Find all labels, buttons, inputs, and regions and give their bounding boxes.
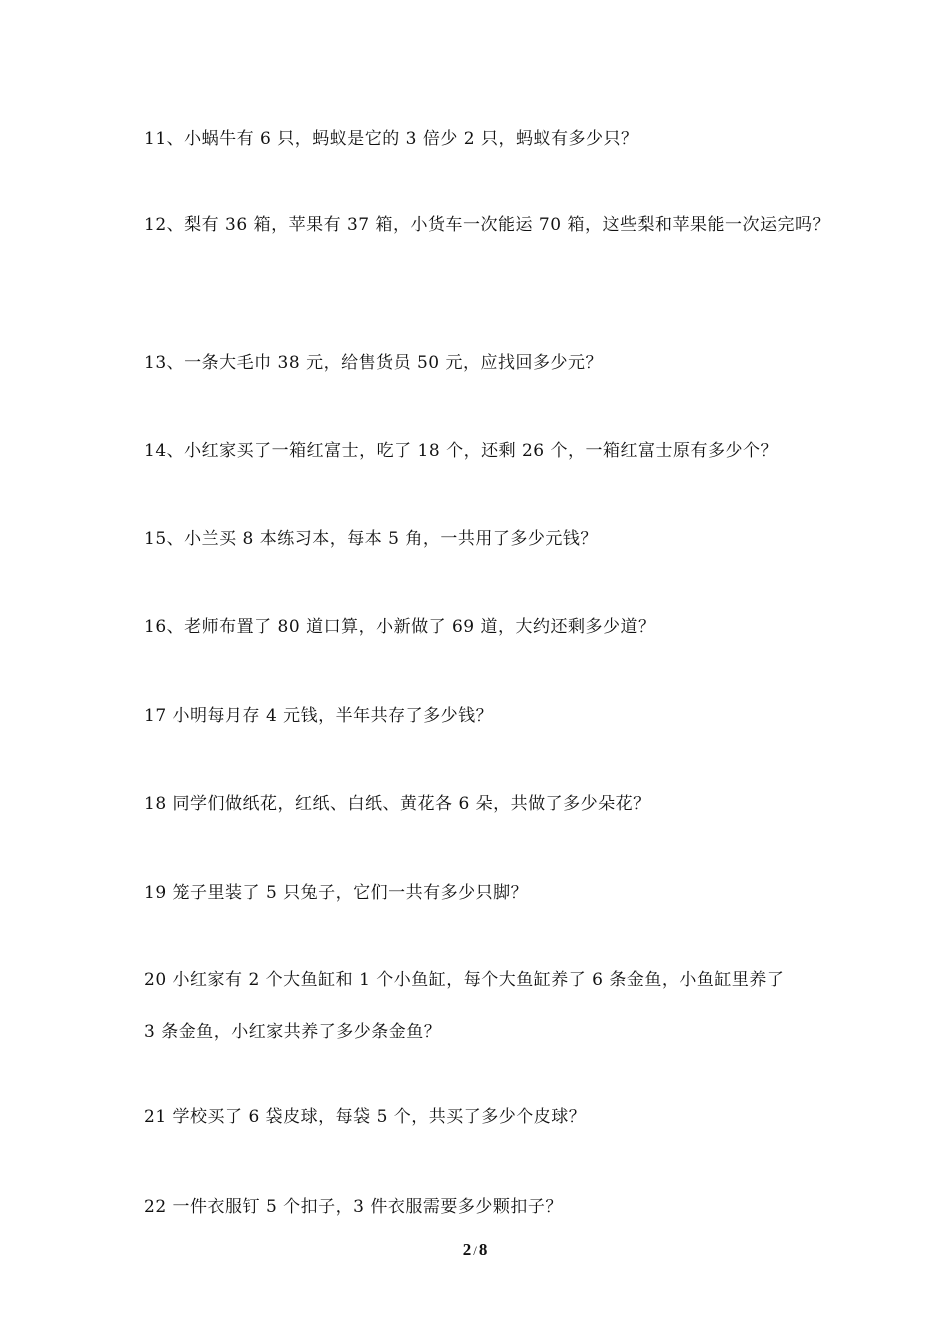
question-18: 18 同学们做纸花，红纸、白纸、黄花各 6 朵，共做了多少朵花？ <box>144 794 651 814</box>
question-20-line-1: 20 小红家有 2 个大鱼缸和 1 个小鱼缸，每个大鱼缸养了 6 条金鱼，小鱼缸里养了 <box>144 970 785 990</box>
question-22: 22 一件衣服钉 5 个扣子，3 件衣服需要多少颗扣子？ <box>144 1197 563 1217</box>
question-20-line-2: 3 条金鱼，小红家共养了多少条金鱼？ <box>144 1022 442 1042</box>
question-16: 16、老师布置了 80 道口算，小新做了 69 道，大约还剩多少道？ <box>144 617 656 637</box>
question-19: 19 笼子里装了 5 只兔子，它们一共有多少只脚？ <box>144 883 529 903</box>
question-15: 15、小兰买 8 本练习本，每本 5 角，一共用了多少元钱？ <box>144 529 598 549</box>
page-total: 8 <box>478 1240 488 1259</box>
page-current: 2 <box>462 1240 472 1259</box>
question-11: 11、小蜗牛有 6 只，蚂蚁是它的 3 倍少 2 只，蚂蚁有多少只？ <box>144 129 639 149</box>
question-21: 21 学校买了 6 袋皮球，每袋 5 个，共买了多少个皮球？ <box>144 1107 587 1127</box>
question-14: 14、小红家买了一箱红富士，吃了 18 个，还剩 26 个，一箱红富士原有多少个？ <box>144 441 779 461</box>
question-17: 17 小明每月存 4 元钱，半年共存了多少钱？ <box>144 706 494 726</box>
page-separator: / <box>473 1243 477 1258</box>
question-12: 12、梨有 36 箱，苹果有 37 箱，小货车一次能运 70 箱，这些梨和苹果能一次运完吗？ <box>144 215 830 235</box>
page-number <box>0 1240 950 1260</box>
question-13: 13、一条大毛巾 38 元，给售货员 50 元，应找回多少元？ <box>144 353 604 373</box>
